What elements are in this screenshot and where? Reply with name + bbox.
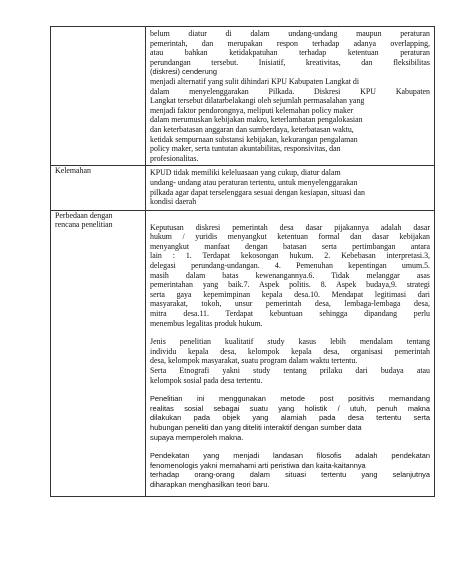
text-line: Pendekatan yang menjadi landasan filosofis adalah pendekatan xyxy=(150,451,430,461)
text-line: profesionalitas. xyxy=(150,153,199,163)
text-line: kondisi daerah xyxy=(150,197,197,207)
text-line: menjadi faktor pendorongnya, meliputi kelemahan policy maker xyxy=(150,105,354,115)
row-label-line: rencana penelitian xyxy=(55,220,113,230)
table-row-kelemahan xyxy=(51,166,435,210)
text-line: dalam menyelenggarakan Pilkada. Diskresi KPU Kabupaten xyxy=(150,86,430,96)
paragraph-jenis-penelitian xyxy=(150,337,430,385)
text-line: masyarakat, tokoh, unsur pemerintah desa, lembaga-lembaga desa, xyxy=(150,299,430,309)
text-line: hubungan peneliti dan yang diteliti interaktif dengan sumber data xyxy=(150,422,362,432)
paragraph-diskresi xyxy=(150,223,430,329)
text-line: KPUD tidak memiliki keleluasaan yang cukup, diatur dalam xyxy=(150,168,341,178)
kelemahan-text xyxy=(146,166,435,210)
text-line: delegasi perundang-undangan. 4. Pemenuhan kepentingan umum.5. xyxy=(150,261,430,271)
text-line: kelompok sosial pada desa tertentu. xyxy=(150,375,263,385)
text-line: diharapkan menghasilkan teori baru. xyxy=(150,479,270,489)
text-line: fenomenologis yakni memahami arti peristiwa dan kaita-kaitannya xyxy=(150,460,366,470)
perbedaan-text xyxy=(146,210,435,496)
text-line: menyangkut manfaat dengan batasan serta pertimbangan antara xyxy=(150,241,430,251)
text-line: menembus legalitas produk hukum. xyxy=(150,318,263,328)
text-line: ketidak sempurnaan substansi kebijakan, kekurangan pengalaman xyxy=(150,134,358,144)
text-line: Langkat tersebut dilatarbelakangi oleh sejumlah permasalahan yang xyxy=(150,96,365,106)
text-line: undang- undang atau peraturan tertentu, untuk menyelenggarakan xyxy=(150,177,358,187)
text-line: pilkada agar dapat terselenggara sesuai dengan kesiapan, situasi dan xyxy=(150,187,365,197)
text-line: perundangan tersebut. Inisiatif, kreativitas, dan fleksibilitas xyxy=(150,57,430,67)
text-line: individu kepala desa, kelompok kepala desa, organisasi pemerintah xyxy=(150,346,430,356)
row-label-empty xyxy=(51,27,146,166)
text-line: serta gaya kepemimpinan kepala desa.10. Mendapat legitimasi dari xyxy=(150,289,430,299)
continuation-text xyxy=(146,27,435,166)
paragraph-metode xyxy=(150,394,430,442)
text-line: menjadi alternatif yang sulit dihindari KPU Kabupaten Langkat di xyxy=(150,76,360,86)
row-label-perbedaan xyxy=(51,210,146,496)
comparison-table xyxy=(50,26,435,497)
text-line: hukum / yuridis menyangkut ketentuan formal dan dasar kebijakan xyxy=(150,232,430,242)
table-row-perbedaan xyxy=(51,210,435,496)
text-line: belum diatur di dalam undang-undang maupun peraturan xyxy=(150,29,430,38)
text-line: pemerintah, dan merupakan respon terhadap adanya overlapping, xyxy=(150,38,430,48)
text-line: dalam merumuskan kebijakan makro, keterlambatan pengalokasian xyxy=(150,115,363,125)
text-line: desa, kelompok masyarakat, suatu program dalam waktu tertentu. xyxy=(150,356,358,366)
table-row-continuation xyxy=(51,27,435,166)
text-line: terhadap orang-orang dalam situasi tertentu yang selanjutnya xyxy=(150,470,430,480)
text-line: supaya memperoleh makna. xyxy=(150,432,244,442)
text-line: dilakukan pada objek yang alamiah pada desa tertentu serta xyxy=(150,413,430,423)
text-line: (diskresi) cenderung xyxy=(150,67,217,77)
text-line: Serta Etnografi yakni study tentang prilaku dari budaya atau xyxy=(150,366,430,375)
text-line: dan keterbatasan anggaran dan sumberdaya, keterbatasan waktu, xyxy=(150,124,354,134)
text-line: realitas sosial sebagai suatu yang holistik / utuh, penuh makna xyxy=(150,403,430,413)
paragraph-pendekatan xyxy=(150,451,430,489)
text-line: atau bahkan ketidakpatuhan terhadap ketentuan peraturan xyxy=(150,48,430,58)
text-line: mitra desa.11. Terdapat kebuntuan sehingga dipandang perlu xyxy=(150,309,430,319)
text-line: Penelitian ini menggunakan metode post positivis memandang xyxy=(150,394,430,404)
text-line: Keputusan diskresi pemerintah desa dasar pijakannya adalah dasar xyxy=(150,222,430,232)
row-label-line: Perbedaan dengan xyxy=(55,210,113,220)
row-label-kelemahan: Kelemahan xyxy=(51,166,146,210)
text-line: pemerintahan yang baik.7. Aspek politis. 8. Aspek budaya,9. strategi xyxy=(150,280,430,290)
text-line: lain : 1. Terdapat kekosongan hukum. 2. Kebebasan interpretasi.3, xyxy=(150,251,430,261)
text-line: policy maker, serta tuntutan akuntabilitas, responsivitas, dan xyxy=(150,144,341,154)
text-line: Jenis penelitian kualitatif study kasus lebih mendalam tentang xyxy=(150,337,430,347)
text-line: masih dalam batas kewenangannya.6. Tidak melanggar asas xyxy=(150,270,430,280)
